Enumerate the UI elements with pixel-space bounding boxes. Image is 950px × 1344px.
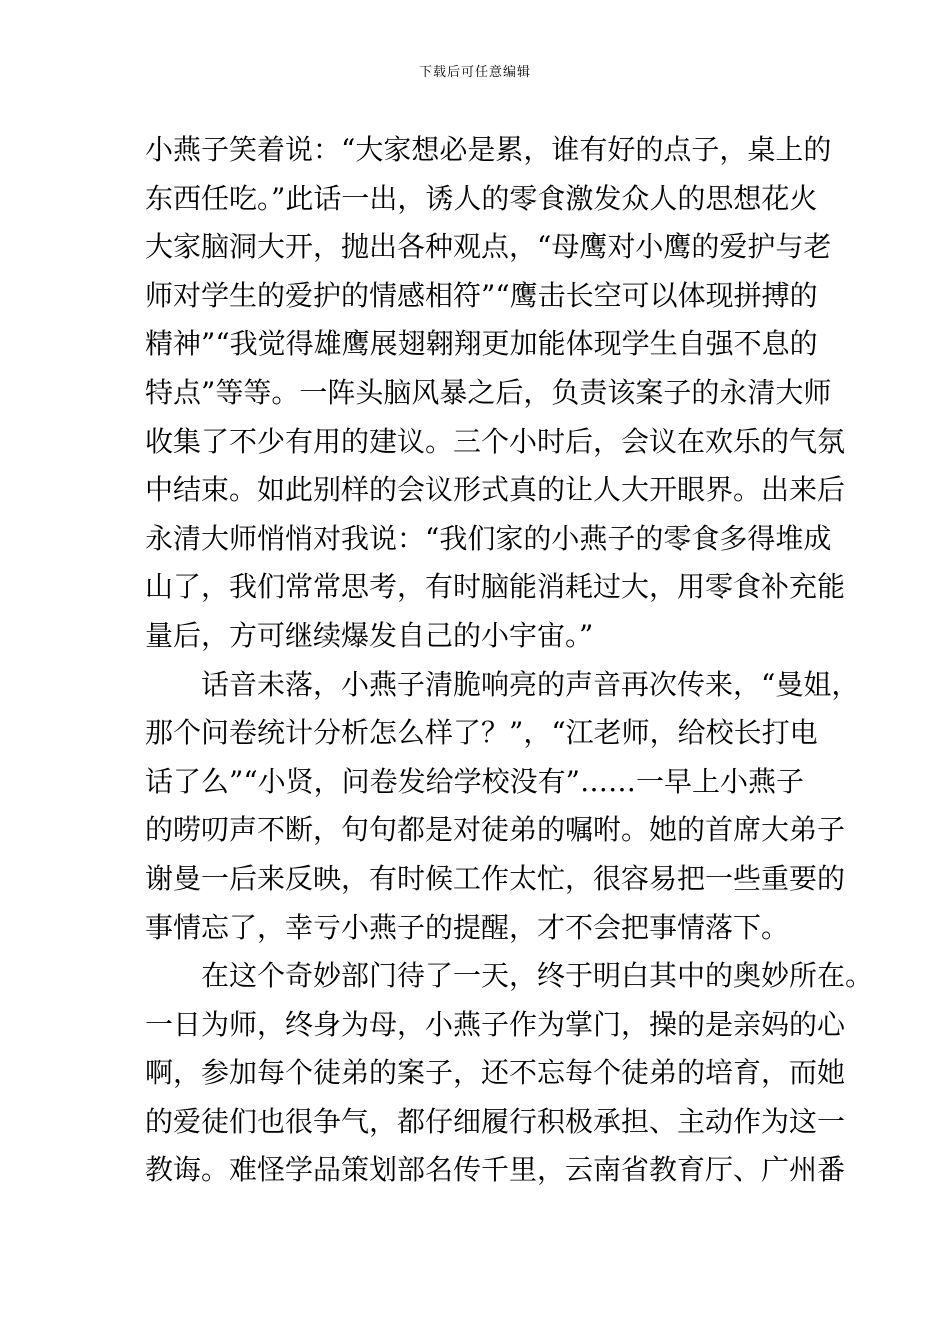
text-line: 那个问卷统计分析怎么样了？”，“江老师，给校长打电 xyxy=(145,716,818,750)
text-line: 师对学生的爱护的情感相符”“鹰击长空可以体现拼搏的 xyxy=(145,278,818,312)
text-line: 事情忘了，幸亏小燕子的提醒，才不会把事情落下。 xyxy=(145,910,790,944)
text-line: 量后，方可继续爆发自己的小宇宙。” xyxy=(145,618,594,652)
text-line: 在这个奇妙部门待了一天，终于明白其中的奥妙所在。 xyxy=(201,959,874,993)
text-line: 精神”“我觉得雄鹰展翅翱翔更加能体现学生自强不息的 xyxy=(145,327,818,361)
text-line: 收集了不少有用的建议。三个小时后，会议在欢乐的气氛 xyxy=(145,424,846,458)
body-text xyxy=(145,126,874,1195)
text-line: 教诲。难怪学品策划部名传千里，云南省教育厅、广州番 xyxy=(145,1153,846,1187)
text-line: 永清大师悄悄对我说：“我们家的小燕子的零食多得堆成 xyxy=(145,521,832,555)
text-line: 东西任吃。”此话一出，诱人的零食激发众人的思想花火 xyxy=(145,181,818,215)
text-line: 山了，我们常常思考，有时脑能消耗过大，用零食补充能 xyxy=(145,570,846,604)
text-line: 一日为师，终身为母，小燕子作为掌门，操的是亲妈的心 xyxy=(145,1007,846,1041)
text-line: 谢曼一后来反映，有时候工作太忙，很容易把一些重要的 xyxy=(145,861,846,895)
text-line: 话了么”“小贤，问卷发给学校没有”……一早上小燕子 xyxy=(145,764,804,798)
text-line: 啊，参加每个徒弟的案子，还不忘每个徒弟的培育，而她 xyxy=(145,1056,846,1090)
text-line: 大家脑洞大开，抛出各种观点，“母鹰对小鹰的爱护与老 xyxy=(145,230,832,264)
text-line: 话音未落，小燕子清脆响亮的声音再次传来，“曼姐， xyxy=(201,667,860,701)
page-header: 下载后可任意编辑 xyxy=(418,65,531,80)
text-line: 小燕子笑着说：“大家想必是累，谁有好的点子，桌上的 xyxy=(145,133,832,166)
text-line: 的爱徒们也很争气，都仔细履行积极承担、主动作为这一 xyxy=(145,1104,846,1138)
text-line: 中结束。如此别样的会议形式真的让人大开眼界。出来后 xyxy=(145,473,846,507)
text-line: 特点”等等。一阵头脑风暴之后，负责该案子的永清大师 xyxy=(145,375,832,409)
text-line: 的唠叨声不断，句句都是对徒弟的嘱咐。她的首席大弟子 xyxy=(145,813,846,847)
